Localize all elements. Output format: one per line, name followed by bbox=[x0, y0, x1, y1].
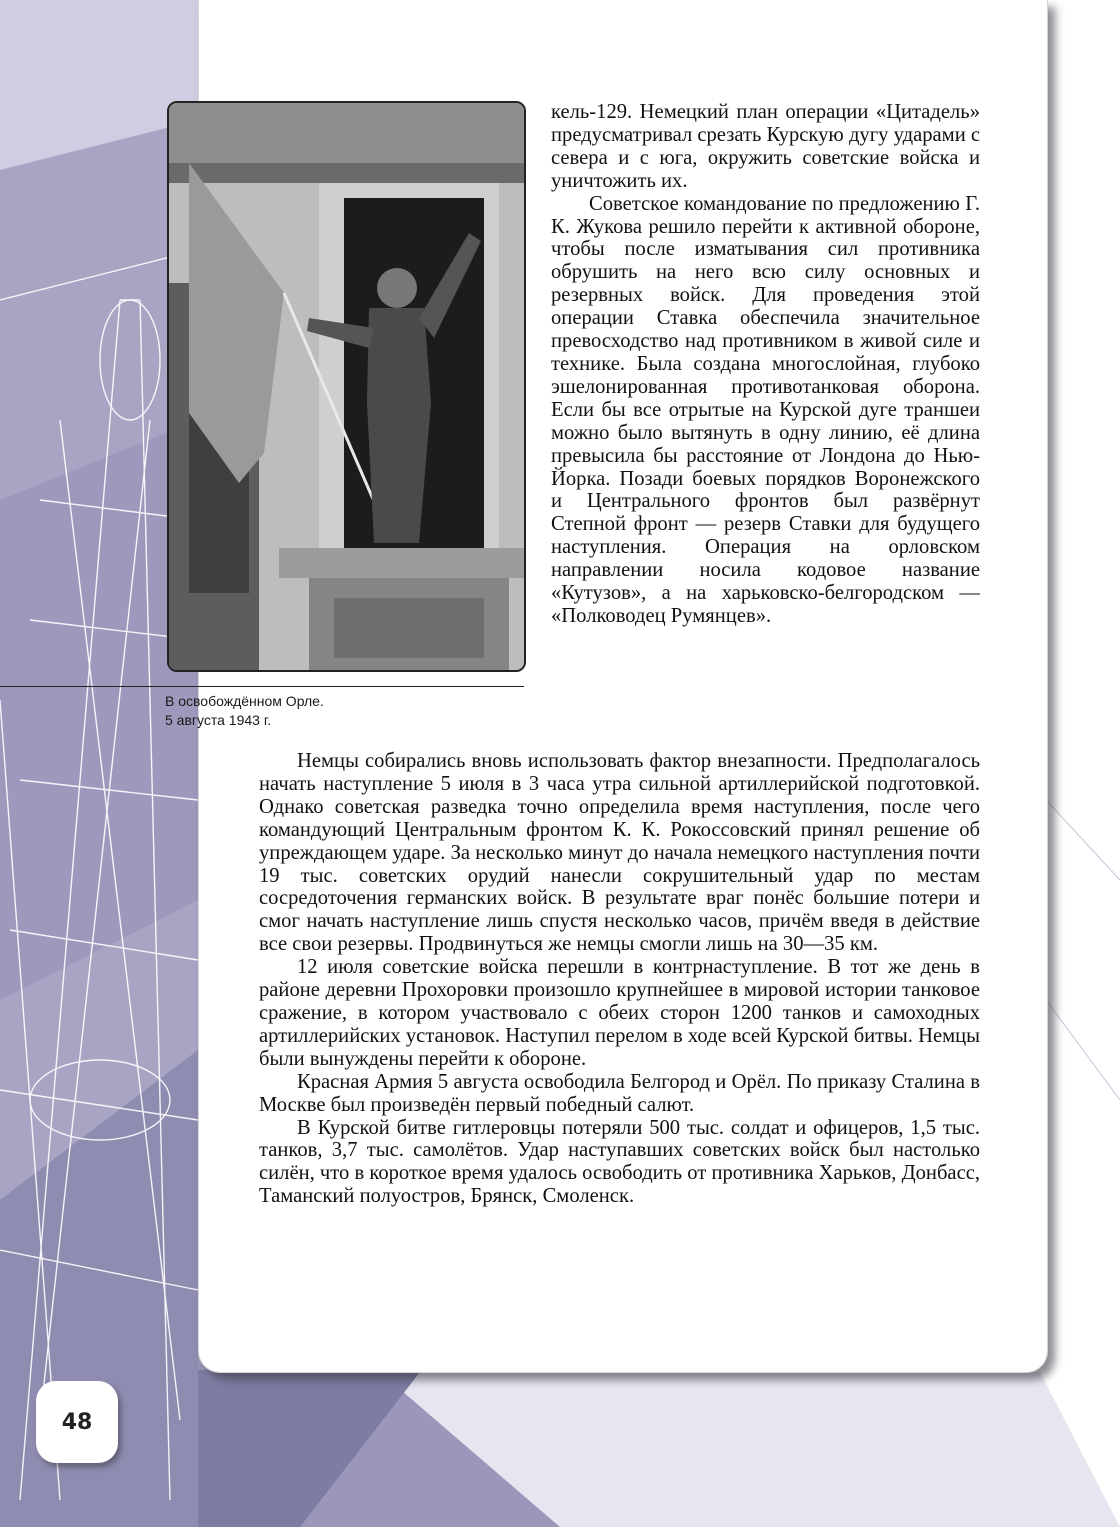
main-text bbox=[259, 750, 980, 1208]
paragraph: Советское командование по предложению Г. К. Жукова решило перейти к активной обороне, чтобы после изматывания сил противника обрушить на него всю силу основных и резервных войск. Для проведения этой операции Ставка обеспечила значительное превосходство над противником в живой силе и технике. Была создана многослойная, глубоко эшелонированная противотанковая оборона. Если бы все отрытые на Курской дуге траншеи можно было вытянуть в одну линию, её длина превысила бы расстояние от Лондона до Нью-Йорка. Позади боевых порядков Воронежского и Центрального фронтов был развёрнут Степной фронт — резерв Ставки для будущего наступления. Операция на орловском направлении носила кодовое название «Кутузов», а на харьковско-белгородском — «Полководец Румянцев». bbox=[551, 192, 980, 627]
page-number bbox=[36, 1381, 118, 1463]
photo-caption bbox=[165, 692, 405, 730]
soldier-flag-photo-image bbox=[169, 103, 524, 670]
right-column-text bbox=[551, 101, 980, 628]
historical-photo bbox=[167, 101, 526, 672]
paragraph: В Курской битве гитлеровцы потеряли 500 тыс. солдат и офицеров, 1,5 тыс. танков, 3,7 тыс. самолётов. Удар наступавших советских войск был настолько силён, что в короткое время удалось освободить от противника Харьков, Донбасс, Таманский полуостров, Брянск, Смоленск. bbox=[259, 1116, 980, 1208]
caption-line-1: В освобождённом Орле. bbox=[165, 693, 324, 709]
page-number-label: 48 bbox=[61, 1409, 93, 1435]
caption-divider bbox=[0, 686, 524, 687]
caption-line-2: 5 августа 1943 г. bbox=[165, 712, 272, 728]
paragraph: Красная Армия 5 августа освободила Белгород и Орёл. По приказу Сталина в Москве был произведён первый победный салют. bbox=[259, 1070, 980, 1116]
paragraph: Немцы собирались вновь использовать фактор внезапности. Предполагалось начать наступление 5 июля в 3 часа утра сильной артиллерийской подготовкой. Однако советская разведка точно определила время наступления, после чего командующий Центральным фронтом К. К. Рокоссовский принял решение об упреждающем ударе. За несколько минут до начала немецкого наступления почти 19 тыс. советских орудий нанесли сокрушительный удар по местам сосредоточения германских войск. В результате враг понёс большие потери и смог начать наступление лишь спустя несколько часов, причём введя в действие все свои резервы. Продвинуться же немцы смогли лишь на 30—35 км. bbox=[259, 750, 980, 956]
paragraph: 12 июля советские войска перешли в контрнаступление. В тот же день в районе деревни Прохоровки произошло крупнейшее в мировой истории танковое сражение, в котором участвовало с обеих сторон 1200 танков и самоходных артиллерийских установок. Наступил перелом в ходе всей Курской битвы. Немцы были вынуждены перейти к обороне. bbox=[259, 956, 980, 1070]
paragraph: кель-129. Немецкий план операции «Цитадель» предусматривал срезать Курскую дугу ударами с севера и с юга, окружить советские войска и уничтожить их. bbox=[551, 101, 981, 192]
